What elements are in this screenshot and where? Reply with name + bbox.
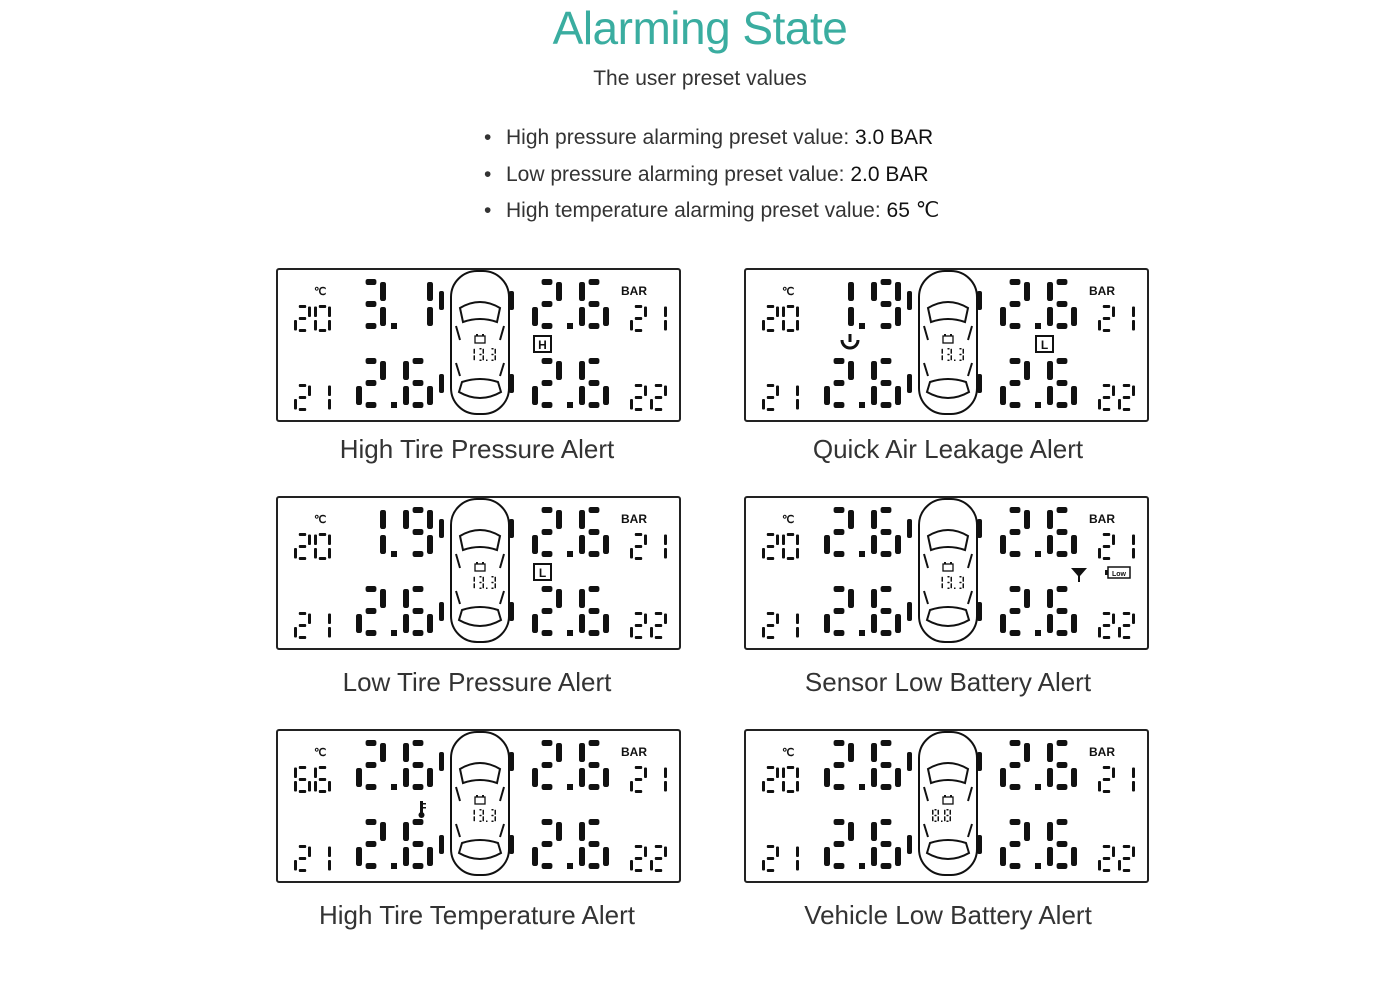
decimal-point — [859, 402, 865, 408]
decimal-point — [1035, 784, 1041, 790]
temp-unit-label: ℃ — [314, 286, 327, 298]
lcd-digit — [294, 845, 311, 872]
low-indicator-icon — [1036, 336, 1053, 352]
lcd-digit — [532, 819, 562, 869]
panel-caption: High Tire Pressure Alert — [339, 434, 615, 464]
battery-icon — [943, 334, 953, 343]
lcd-digit — [947, 576, 952, 589]
battery-icon — [943, 795, 953, 804]
lcd-digit — [491, 576, 496, 589]
decimal-point — [391, 784, 397, 790]
lcd-digit — [403, 586, 433, 636]
panel-caption: Quick Air Leakage Alert — [812, 434, 1084, 464]
low-indicator-icon — [534, 564, 551, 580]
decimal-point — [859, 863, 865, 869]
lcd-digit — [579, 279, 609, 329]
lcd-panel — [276, 268, 681, 420]
lcd-display — [744, 496, 1149, 648]
lcd-digit — [1098, 845, 1115, 872]
lcd-display — [744, 729, 1149, 881]
decimal-point — [1035, 630, 1041, 636]
sensor-battery-icon — [1105, 567, 1130, 578]
bullet-icon: • — [484, 199, 492, 222]
lcd-digit — [474, 577, 476, 589]
decimal-point — [1035, 323, 1041, 329]
lcd-digit — [532, 740, 562, 790]
decimal-point — [941, 821, 943, 823]
decimal-point — [391, 551, 397, 557]
lcd-digit — [942, 577, 944, 589]
battery-low-label: Low — [1112, 571, 1126, 578]
decimal-point — [859, 630, 865, 636]
decimal-point — [859, 323, 865, 329]
lcd-digit — [294, 533, 311, 560]
preset-label: High pressure alarming preset value: — [506, 126, 856, 149]
lcd-digit — [871, 279, 901, 329]
lcd-digit — [403, 740, 433, 790]
lcd-digit — [1118, 845, 1135, 872]
lcd-panel — [744, 729, 1149, 881]
bullet-icon: • — [484, 162, 492, 186]
lcd-digit — [328, 614, 331, 638]
lcd-digit — [1098, 533, 1115, 560]
lcd-digit — [1047, 358, 1077, 408]
battery-icon — [475, 795, 485, 804]
lcd-digit — [356, 586, 386, 636]
preset-value: 2.0 BAR — [850, 162, 929, 186]
page-subtitle: The user preset values — [593, 67, 807, 90]
lcd-digit — [1098, 766, 1115, 793]
lcd-digit — [1098, 384, 1115, 411]
lcd-digit — [782, 533, 799, 560]
lcd-digit — [579, 740, 609, 790]
preset-item — [484, 157, 939, 194]
lcd-digit — [871, 586, 901, 636]
pressure-unit-label: BAR — [621, 745, 647, 759]
lcd-digit — [944, 809, 951, 822]
temp-unit-label: ℃ — [314, 747, 327, 759]
decimal-point — [567, 402, 573, 408]
lcd-digit — [479, 809, 484, 822]
decimal-point — [567, 863, 573, 869]
lcd-digit — [762, 533, 779, 560]
lcd-digit — [579, 507, 609, 557]
lcd-digit — [959, 348, 964, 361]
preset-value: 3.0 BAR — [855, 126, 934, 149]
lcd-digit — [782, 766, 799, 793]
lcd-digit — [403, 819, 433, 869]
lcd-panel — [276, 729, 681, 881]
lcd-digit — [1000, 819, 1030, 869]
indicator-letter: L — [1040, 338, 1049, 352]
lcd-digit — [630, 612, 647, 639]
lcd-digit — [942, 349, 944, 361]
lcd-digit — [1132, 307, 1135, 331]
lcd-digit — [824, 586, 854, 636]
high-indicator-icon — [534, 336, 551, 352]
tire-warning-icon — [842, 334, 858, 348]
lcd-digit — [1000, 586, 1030, 636]
lcd-digit — [796, 614, 799, 638]
decimal-point — [567, 323, 573, 329]
battery-icon — [943, 562, 953, 571]
lcd-digit — [532, 358, 562, 408]
pressure-unit-label: BAR — [1089, 284, 1115, 298]
bullet-icon: • — [484, 126, 492, 149]
pressure-unit-label: BAR — [621, 512, 647, 526]
lcd-digit — [380, 510, 386, 554]
lcd-panel — [744, 268, 1149, 420]
lcd-digit — [824, 358, 854, 408]
temp-unit-label: ℃ — [782, 286, 795, 298]
lcd-digit — [824, 819, 854, 869]
thermometer-icon — [419, 801, 427, 818]
lcd-digit — [579, 586, 609, 636]
lcd-digit — [1047, 279, 1077, 329]
preset-label: High temperature alarming preset value: — [506, 199, 887, 222]
lcd-display — [276, 268, 681, 420]
lcd-display — [744, 268, 1149, 420]
lcd-digit — [959, 576, 964, 589]
decimal-point — [1035, 551, 1041, 557]
preset-label: Low pressure alarming preset value: — [506, 162, 851, 186]
lcd-digit — [1000, 358, 1030, 408]
decimal-point — [859, 551, 865, 557]
lcd-digit — [314, 305, 331, 332]
lcd-digit — [932, 809, 939, 822]
decimal-point — [486, 821, 488, 823]
lcd-digit — [532, 507, 562, 557]
indicator-letter: H — [538, 338, 547, 352]
decimal-point — [391, 402, 397, 408]
lcd-digit — [356, 740, 386, 790]
lcd-digit — [1098, 612, 1115, 639]
lcd-digit — [762, 384, 779, 411]
lcd-digit — [356, 819, 386, 869]
lcd-digit — [403, 358, 433, 408]
lcd-digit — [314, 766, 331, 793]
decimal-point — [567, 551, 573, 557]
lcd-digit — [630, 533, 647, 560]
lcd-digit — [1098, 305, 1115, 332]
lcd-digit — [762, 612, 779, 639]
panel-caption: Low Tire Pressure Alert — [342, 667, 612, 697]
lcd-digit — [366, 279, 386, 329]
lcd-digit — [1047, 507, 1077, 557]
lcd-digit — [1000, 740, 1030, 790]
lcd-panel — [744, 496, 1149, 648]
lcd-digit — [328, 847, 331, 871]
lcd-digit — [824, 740, 854, 790]
lcd-digit — [294, 612, 311, 639]
decimal-point — [954, 588, 956, 590]
lcd-digit — [762, 845, 779, 872]
lcd-digit — [403, 507, 433, 557]
lcd-digit — [630, 305, 647, 332]
lcd-digit — [650, 845, 667, 872]
lcd-digit — [532, 279, 562, 329]
panel-caption: Vehicle Low Battery Alert — [804, 900, 1092, 930]
lcd-digit — [782, 305, 799, 332]
lcd-digit — [579, 358, 609, 408]
decimal-point — [567, 784, 573, 790]
decimal-point — [486, 360, 488, 362]
lcd-digit — [479, 576, 484, 589]
pressure-unit-label: BAR — [1089, 512, 1115, 526]
lcd-digit — [1047, 819, 1077, 869]
preset-value: 65 ℃ — [886, 199, 940, 222]
preset-item — [484, 193, 939, 230]
lcd-digit — [650, 612, 667, 639]
lcd-digit — [650, 384, 667, 411]
lcd-digit — [1047, 586, 1077, 636]
lcd-digit — [1000, 279, 1030, 329]
lcd-panel — [276, 496, 681, 648]
lcd-digit — [947, 348, 952, 361]
lcd-digit — [848, 282, 854, 326]
temp-unit-label: ℃ — [782, 747, 795, 759]
lcd-display — [276, 729, 681, 881]
antenna-icon — [1071, 568, 1087, 582]
lcd-digit — [1000, 507, 1030, 557]
lcd-display — [276, 496, 681, 648]
lcd-digit — [762, 305, 779, 332]
decimal-point — [859, 784, 865, 790]
decimal-point — [1035, 863, 1041, 869]
lcd-digit — [474, 810, 476, 822]
preset-list — [484, 120, 939, 230]
preset-item — [484, 120, 939, 157]
lcd-digit — [532, 586, 562, 636]
lcd-digit — [630, 845, 647, 872]
decimal-point — [1035, 402, 1041, 408]
lcd-digit — [824, 507, 854, 557]
lcd-digit — [871, 819, 901, 869]
lcd-digit — [356, 358, 386, 408]
panel-caption: High Tire Temperature Alert — [319, 900, 635, 930]
temp-unit-label: ℃ — [314, 514, 327, 526]
pressure-unit-label: BAR — [621, 284, 647, 298]
decimal-point — [391, 630, 397, 636]
lcd-digit — [1047, 740, 1077, 790]
panel-caption: Sensor Low Battery Alert — [804, 667, 1092, 697]
lcd-digit — [328, 386, 331, 410]
lcd-digit — [664, 768, 667, 792]
decimal-point — [567, 630, 573, 636]
lcd-digit — [314, 533, 331, 560]
lcd-digit — [479, 348, 484, 361]
decimal-point — [486, 588, 488, 590]
lcd-digit — [1132, 768, 1135, 792]
lcd-digit — [1132, 535, 1135, 559]
lcd-digit — [871, 740, 901, 790]
lcd-digit — [664, 535, 667, 559]
decimal-point — [954, 360, 956, 362]
pressure-unit-label: BAR — [1089, 745, 1115, 759]
lcd-digit — [474, 349, 476, 361]
lcd-digit — [491, 348, 496, 361]
lcd-digit — [796, 386, 799, 410]
decimal-point — [391, 863, 397, 869]
battery-icon — [475, 562, 485, 571]
lcd-digit — [762, 766, 779, 793]
lcd-digit — [1118, 384, 1135, 411]
indicator-letter: L — [538, 566, 547, 580]
lcd-digit — [1118, 612, 1135, 639]
decimal-point — [391, 323, 397, 329]
lcd-digit — [871, 507, 901, 557]
lcd-digit — [664, 307, 667, 331]
lcd-digit — [630, 766, 647, 793]
lcd-digit — [796, 847, 799, 871]
battery-icon — [475, 334, 485, 343]
lcd-digit — [294, 305, 311, 332]
lcd-digit — [871, 358, 901, 408]
lcd-digit — [294, 384, 311, 411]
lcd-digit — [294, 766, 311, 793]
lcd-digit — [579, 819, 609, 869]
lcd-digit — [491, 809, 496, 822]
page-title: Alarming State — [552, 2, 848, 54]
lcd-digit — [427, 282, 433, 326]
lcd-digit — [630, 384, 647, 411]
temp-unit-label: ℃ — [782, 514, 795, 526]
